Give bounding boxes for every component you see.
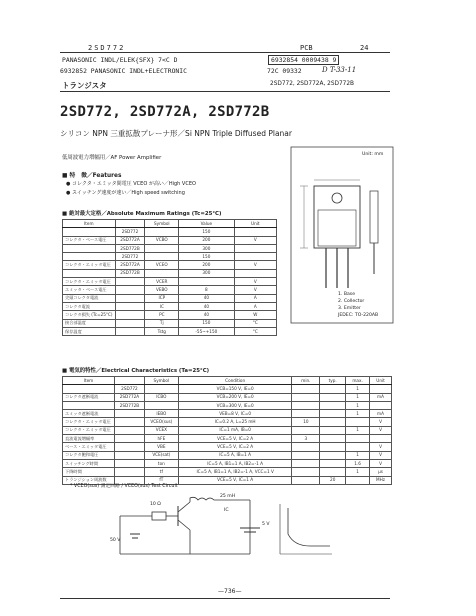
table-cell: hFE (144, 435, 178, 443)
table-cell (114, 410, 144, 418)
table-row (63, 302, 277, 310)
table-cell (63, 253, 116, 261)
table-row (63, 228, 277, 236)
table-cell (114, 435, 144, 443)
table-cell (234, 253, 276, 261)
table-cell: コレクタ・エミッタ電圧 (63, 278, 116, 286)
table-row (63, 253, 277, 261)
table-cell: V (370, 426, 392, 434)
table-cell (115, 319, 145, 327)
abs-max-table (62, 219, 277, 336)
table-cell: PC (145, 311, 179, 319)
column-header: Symbol (145, 220, 179, 228)
feature-item: ● スイッチング速度が速い／High speed switching (66, 190, 185, 196)
table-cell (320, 410, 346, 418)
table-row (63, 459, 392, 467)
elec-heading: ■ 電気的特性／Electrical Characteristics (Ta=25°C) (62, 368, 210, 374)
package-unit-label: Unit: mm (362, 152, 384, 157)
table-row (63, 443, 392, 451)
page-number: —736— (218, 588, 242, 595)
table-cell: 1 (346, 410, 370, 418)
table-cell: コレクタ・エミッタ電圧 (63, 426, 115, 434)
table-cell (320, 459, 346, 467)
table-row (63, 435, 392, 443)
test-circuit-footnote: * VCEO(sus) 測定回路 / VCEO(sus) Test Circuit (70, 484, 178, 489)
table-cell: 2SD772 (114, 385, 144, 393)
table-cell (320, 385, 346, 393)
table-cell: エミッタ・ベース電圧 (63, 286, 116, 294)
table-cell: コレクタ・エミッタ電圧 (63, 261, 116, 269)
table-cell: VCB=200 V, IE=0 (178, 393, 292, 401)
test-circuit (110, 494, 340, 574)
inductor-label: 25 mH (220, 494, 236, 499)
table-cell (370, 401, 392, 409)
table-cell: 2SD772 (115, 228, 145, 236)
category-part-list: 2SD772, 2SD772A, 2SD772B (270, 81, 355, 87)
table-cell: 1.6 (346, 459, 370, 467)
table-cell: 300 (179, 244, 234, 252)
table-cell (115, 286, 145, 294)
to220-outline (290, 146, 394, 324)
table-cell (292, 451, 320, 459)
table-cell: V (370, 459, 392, 467)
fax-code-box: 6932854 0009438 9 (268, 55, 339, 65)
table-cell (292, 459, 320, 467)
table-cell: V (234, 286, 276, 294)
column-header: min. (292, 377, 320, 385)
table-cell: W (234, 311, 276, 319)
table-cell: fT (144, 476, 178, 484)
table-cell (115, 294, 145, 302)
table-cell (144, 401, 178, 409)
table-cell: 150 (179, 253, 234, 261)
application-line: 低周波電力増幅用／AF Power Amplifier (62, 155, 162, 161)
table-cell (145, 269, 179, 277)
table-cell: 40 (179, 302, 234, 310)
table-cell (346, 443, 370, 451)
table-cell: 下降時間 (63, 468, 115, 476)
table-cell (320, 418, 346, 426)
table-cell: VEBO (145, 286, 179, 294)
table-cell: IC=1 mA, IB=0 (178, 426, 292, 434)
table-cell: ベース・エミッタ電圧 (63, 443, 115, 451)
table-cell: VCE=5 V, IC=2 A (178, 435, 292, 443)
table-row (63, 236, 277, 244)
table-cell: 1 (346, 393, 370, 401)
table-cell (292, 401, 320, 409)
table-cell: 2SD772A (115, 236, 145, 244)
table-cell: 2SD772 (115, 253, 145, 261)
table-row (63, 385, 392, 393)
table-cell: コレクタ飽和電圧 (63, 451, 115, 459)
pin-label: 1. Base (338, 292, 356, 297)
table-cell (370, 385, 392, 393)
table-cell: 2SD772A (114, 393, 144, 401)
footer-rule (60, 598, 390, 599)
table-cell (320, 435, 346, 443)
table-cell (370, 435, 392, 443)
table-cell (63, 269, 116, 277)
table-cell (145, 244, 179, 252)
table-cell: コレクタ電流 (63, 302, 116, 310)
table-cell: 300 (179, 269, 234, 277)
table-cell: 2SD772B (115, 269, 145, 277)
table-row (63, 286, 277, 294)
table-cell: 尖頭コレクタ電流 (63, 294, 116, 302)
table-cell (320, 426, 346, 434)
table-cell: V (370, 443, 392, 451)
table-cell: °C (234, 327, 276, 335)
pin-label: 3. Emitter (338, 306, 361, 311)
table-row (63, 401, 392, 409)
table-cell: V (370, 451, 392, 459)
category-label: トランジスタ (62, 81, 107, 90)
table-cell (114, 418, 144, 426)
column-header: Item (63, 220, 116, 228)
column-header: Item (63, 377, 115, 385)
table-cell: VCB=300 V, IE=0 (178, 401, 292, 409)
table-header-row (63, 220, 277, 228)
handwritten-note: D T-33-11 (322, 66, 357, 74)
table-cell: コレクタ損失 (Tc=25°C) (63, 311, 116, 319)
vbb-label: 50 V (110, 538, 121, 543)
column-header: Unit (234, 220, 276, 228)
table-cell (114, 443, 144, 451)
table-cell (179, 278, 234, 286)
table-cell (346, 435, 370, 443)
top-part-number: 2SD772 (88, 44, 126, 52)
table-row (63, 327, 277, 335)
table-row (63, 393, 392, 401)
table-cell: VCE(sat) (144, 451, 178, 459)
table-cell (63, 401, 115, 409)
pcb-number: 24 (360, 44, 369, 52)
elec-table (62, 376, 392, 485)
table-cell: 保存温度 (63, 327, 116, 335)
table-cell (144, 385, 178, 393)
table-cell: 1 (346, 401, 370, 409)
table-cell (292, 443, 320, 451)
column-header: Value (179, 220, 234, 228)
table-cell: IC (145, 302, 179, 310)
table-cell: Tstg (145, 327, 179, 335)
package-drawing (290, 146, 394, 324)
table-cell: 1 (346, 426, 370, 434)
table-row (63, 294, 277, 302)
table-row (63, 418, 392, 426)
table-cell: 200 (179, 236, 234, 244)
table-cell: mA (370, 393, 392, 401)
column-header: Unit (370, 377, 392, 385)
table-cell (234, 228, 276, 236)
table-cell (292, 385, 320, 393)
features-heading: ■ 特 徴／Features (62, 173, 122, 179)
column-header (115, 220, 145, 228)
table-cell: ICBO (144, 393, 178, 401)
table-cell: エミッタ遮断電流 (63, 410, 115, 418)
table-row (63, 244, 277, 252)
category-rule (60, 91, 390, 92)
table-row (63, 278, 277, 286)
table-cell (115, 302, 145, 310)
table-cell: VCER (145, 278, 179, 286)
table-cell (114, 459, 144, 467)
table-cell (115, 327, 145, 335)
table-cell: 2SD772A (115, 261, 145, 269)
abs-max-heading: ■ 絶対最大定格／Absolute Maximum Ratings (Tc=25°C) (62, 211, 222, 217)
table-cell: -55~+150 (179, 327, 234, 335)
table-cell: V (370, 418, 392, 426)
table-cell: トランジション周波数 (63, 476, 115, 484)
table-cell: コレクタ・エミッタ電圧 (63, 418, 115, 426)
table-cell: V (234, 261, 276, 269)
table-cell (292, 426, 320, 434)
table-cell: 150 (179, 228, 234, 236)
table-header-row (63, 377, 392, 385)
table-row (63, 311, 277, 319)
column-header: typ. (320, 377, 346, 385)
table-cell: 200 (179, 261, 234, 269)
table-cell: VCEO(sus) (144, 418, 178, 426)
feature-item: ● コレクタ・エミッタ間電圧 VCEO が高い／High VCEO (66, 181, 196, 187)
table-cell (115, 278, 145, 286)
table-cell: °C (234, 319, 276, 327)
page-subtitle: シリコン NPN 三重拡散プレーナ形／Si NPN Triple Diffused Planar (60, 129, 292, 138)
table-cell: tf (144, 468, 178, 476)
resistor-label: 10 Ω (150, 502, 161, 507)
table-cell (115, 311, 145, 319)
pcb-code: PCB (300, 44, 313, 52)
page-title: 2SD772, 2SD772A, 2SD772B (60, 104, 270, 120)
pin-label: JEDEC: TO-220AB (338, 313, 379, 318)
table-cell (320, 443, 346, 451)
table-cell: VBE (144, 443, 178, 451)
table-cell: スイッチング時間 (63, 459, 115, 467)
column-header: Symbol (144, 377, 178, 385)
table-cell: 20 (320, 476, 346, 484)
column-header (114, 377, 144, 385)
table-cell: VCB=150 V, IE=0 (178, 385, 292, 393)
table-cell: VCE=5 V, IC=1 A (178, 476, 292, 484)
table-row (63, 319, 277, 327)
table-cell (292, 476, 320, 484)
table-cell: コレクタ遮断電流 (63, 393, 115, 401)
table-cell: VEB=8 V, IC=0 (178, 410, 292, 418)
table-cell: ton (144, 459, 178, 467)
table-cell: 3 (292, 435, 320, 443)
manufacturer-code: 72C 09332 (267, 67, 302, 75)
table-cell: 接合部温度 (63, 319, 116, 327)
table-cell: 2SD772B (114, 401, 144, 409)
table-cell: μs (370, 468, 392, 476)
table-cell: VCE=5 V, IC=2 A (178, 443, 292, 451)
table-cell: V (234, 236, 276, 244)
table-cell (320, 451, 346, 459)
manufacturer-line: 6932852 PANASONIC INDL+ELECTRONIC (60, 67, 187, 75)
table-cell: 1 (346, 451, 370, 459)
table-cell: IC=0.2 A, L=25 mH (178, 418, 292, 426)
table-cell: 40 (179, 294, 234, 302)
fax-line: PANASONIC INDL/ELEK{SFX} 7<C D (62, 56, 178, 64)
table-row (63, 410, 392, 418)
vcc-label: 5 V (262, 522, 270, 527)
table-row (63, 468, 392, 476)
table-cell: IC=5 A, IB1=1 A, IB2=-1 A (178, 459, 292, 467)
table-cell: 8 (179, 286, 234, 294)
table-cell: コレクタ・ベース電圧 (63, 236, 116, 244)
pin-label: 2. Collector (338, 299, 365, 304)
table-row (63, 451, 392, 459)
table-cell: mA (370, 410, 392, 418)
current-label: IC (224, 508, 229, 513)
table-cell (114, 468, 144, 476)
table-row (63, 269, 277, 277)
table-cell (346, 476, 370, 484)
table-cell: Tj (145, 319, 179, 327)
table-cell (292, 410, 320, 418)
table-cell: 2SD772B (115, 244, 145, 252)
column-header: max. (346, 377, 370, 385)
table-cell: V (234, 278, 276, 286)
table-cell: 1 (346, 385, 370, 393)
table-cell: 1 (346, 468, 370, 476)
table-cell (145, 253, 179, 261)
table-cell (234, 244, 276, 252)
table-cell: 150 (179, 319, 234, 327)
header-rule (60, 52, 390, 53)
table-cell (320, 401, 346, 409)
table-cell: A (234, 294, 276, 302)
table-cell (292, 468, 320, 476)
table-cell: 40 (179, 311, 234, 319)
table-cell: VCEX (144, 426, 178, 434)
table-cell: IEBO (144, 410, 178, 418)
table-cell (346, 418, 370, 426)
table-cell (63, 244, 116, 252)
table-cell: IC=5 A, IB=1 A (178, 451, 292, 459)
table-cell: VCBO (145, 236, 179, 244)
table-cell: VCEO (145, 261, 179, 269)
table-cell (320, 468, 346, 476)
table-cell: A (234, 302, 276, 310)
table-row (63, 261, 277, 269)
table-cell (145, 228, 179, 236)
table-cell (114, 426, 144, 434)
table-cell (320, 393, 346, 401)
table-cell (292, 393, 320, 401)
table-cell (234, 269, 276, 277)
table-cell: IC=5 A, IB1=1 A, IB2=-1 A, VCC=1 V (178, 468, 292, 476)
table-cell (63, 385, 115, 393)
table-cell: MHz (370, 476, 392, 484)
table-cell: 直流電流増幅率 (63, 435, 115, 443)
circuit-diagram (110, 494, 340, 574)
table-cell: ICP (145, 294, 179, 302)
table-cell: 10 (292, 418, 320, 426)
table-cell (63, 228, 116, 236)
column-header: Condition (178, 377, 292, 385)
table-row (63, 426, 392, 434)
table-cell (114, 451, 144, 459)
